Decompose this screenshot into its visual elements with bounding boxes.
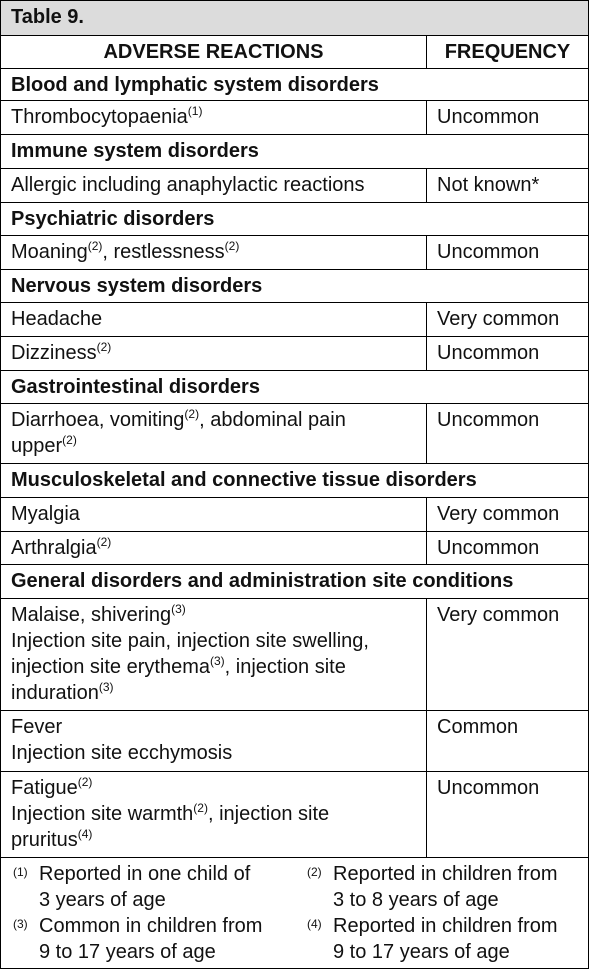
table-row	[1, 772, 588, 858]
frequency-cell: Uncommon	[437, 106, 540, 128]
table-row	[1, 236, 588, 270]
group-row	[1, 565, 588, 599]
group-row	[1, 203, 588, 236]
reaction-cell: Thrombocytopaenia$^{(1)}$	[1, 101, 427, 134]
table-row	[1, 101, 588, 135]
group-general-administration: General disorders and administration site conditions	[11, 570, 514, 592]
reaction-cell: Dizziness$^{(2)}$	[1, 337, 427, 370]
group-psychiatric: Psychiatric disorders	[11, 208, 215, 230]
table-row	[1, 169, 588, 203]
frequency-cell: Very common	[437, 604, 560, 626]
frequency-cell: Uncommon	[437, 537, 540, 559]
group-musculoskeletal: Musculoskeletal and connective tissue disorders	[11, 469, 477, 491]
group-row	[1, 464, 588, 498]
group-immune: Immune system disorders	[11, 140, 259, 162]
reaction-cell: Fatigue$^{(2)}$ Injection site warmth$^{(2)}$, injection site pruritus$^{(4)}$	[1, 772, 427, 857]
reaction-cell: Moaning$^{(2)}$, restlessness$^{(2)}$	[1, 236, 427, 269]
table-row	[1, 498, 588, 532]
table-title: Table 9.	[11, 6, 84, 28]
group-row	[1, 270, 588, 303]
table-title-row	[1, 1, 588, 36]
frequency-cell: Uncommon	[437, 777, 540, 799]
table-row	[1, 404, 588, 464]
frequency-cell: Very common	[437, 308, 560, 330]
table-row	[1, 532, 588, 565]
footnotes-row: (1) Reported in one child of 3 years of age (2) Reported in children from 3 to 8 years of age (3) Common in children from 9 to 17 years of age (4) Reported in children from 9 to 17 years of age	[13, 863, 558, 963]
table-row	[1, 711, 588, 772]
frequency-cell: Uncommon	[437, 342, 540, 364]
reaction-cell: Fever Injection site ecchymosis	[1, 711, 427, 771]
table-row	[1, 303, 588, 337]
reaction-cell: Diarrhoea, vomiting$^{(2)}$, abdominal pain upper$^{(2)}$	[1, 404, 427, 463]
table-header-row	[1, 36, 588, 69]
frequency-cell: Common	[437, 716, 519, 738]
group-row	[1, 371, 588, 404]
table-row	[1, 337, 588, 371]
reaction-cell: Allergic including anaphylactic reactions	[1, 169, 427, 202]
reaction-cell: Myalgia	[1, 498, 427, 531]
group-row	[1, 135, 588, 169]
group-blood-lymphatic: Blood and lymphatic system disorders	[11, 74, 379, 96]
frequency-cell: Not known*	[437, 174, 540, 196]
reaction-cell: Malaise, shivering$^{(3)}$ Injection site pain, injection site swelling, injection site erythema$^{(3)}$, injection site induration$^{(3)}$	[1, 599, 427, 710]
frequency-cell: Very common	[437, 503, 560, 525]
table-row	[1, 599, 588, 711]
header-adverse-reactions: ADVERSE REACTIONS	[1, 36, 427, 68]
reaction-cell: Headache	[1, 303, 427, 336]
frequency-cell: Uncommon	[437, 409, 540, 431]
group-nervous: Nervous system disorders	[11, 275, 263, 297]
header-frequency: FREQUENCY	[444, 41, 571, 63]
group-row	[1, 69, 588, 101]
group-gastrointestinal: Gastrointestinal disorders	[11, 376, 260, 398]
reaction-cell: Arthralgia$^{(2)}$	[1, 532, 427, 564]
frequency-cell: Uncommon	[437, 241, 540, 263]
